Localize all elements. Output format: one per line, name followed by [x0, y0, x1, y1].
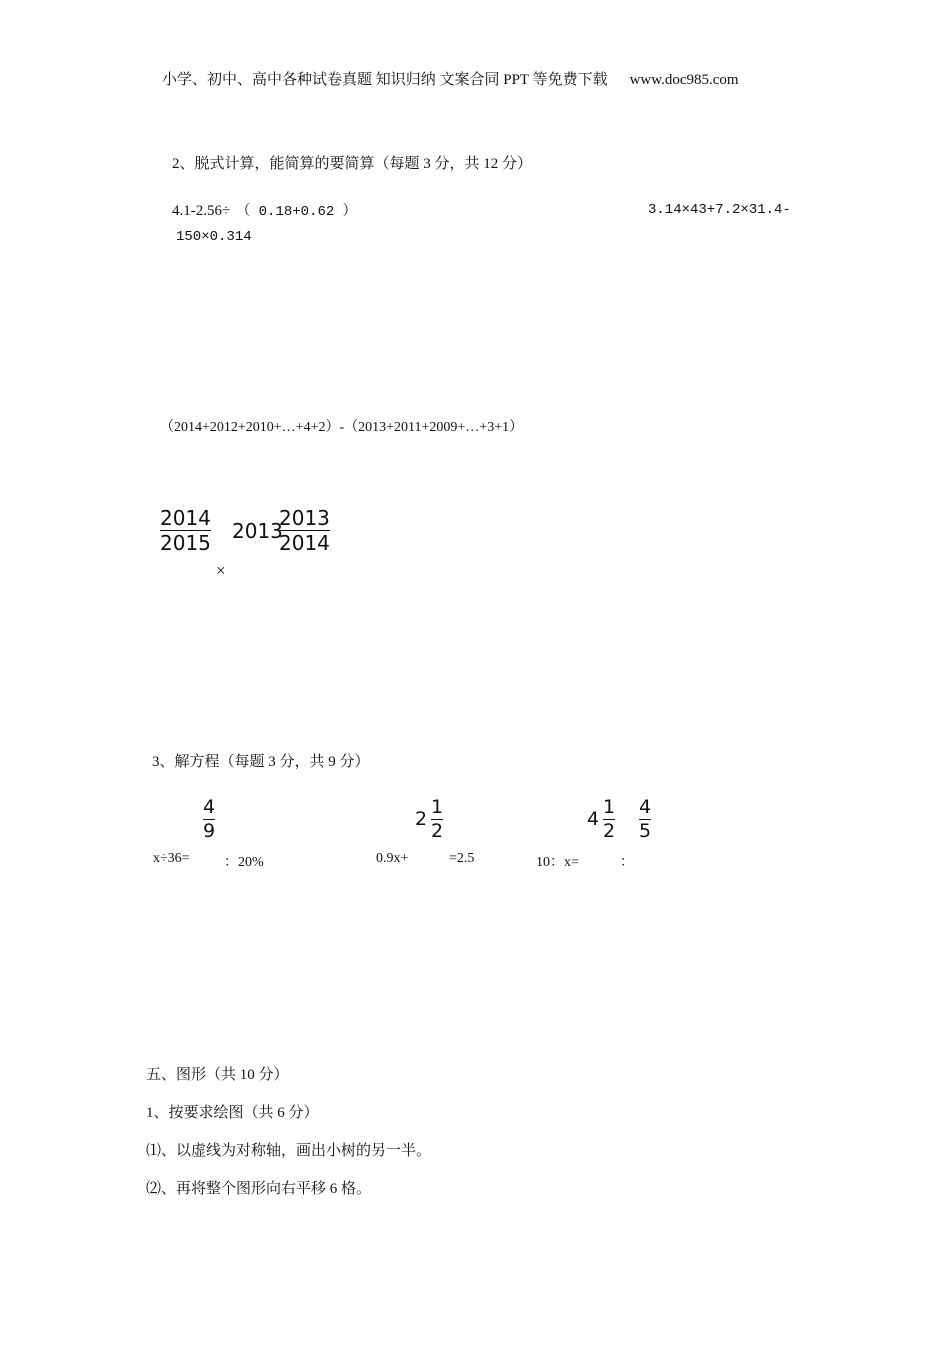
header-site: www.doc985.com [629, 72, 739, 88]
equation-2-whole: 2 [415, 808, 428, 830]
fraction-denominator: 2 [603, 820, 616, 842]
section-3-title: 3、解方程（每题 3 分，共 9 分） [152, 754, 370, 770]
expression-4-fraction-1 [160, 508, 211, 553]
fraction-numerator: 1 [603, 796, 616, 818]
equation-2-left: 0.9x+ [376, 851, 409, 866]
section-5-sub-2: ⑵、再将整个图形向右平移 6 格。 [146, 1181, 372, 1197]
fraction-numerator: 2013 [279, 506, 330, 530]
section-2-title: 2、脱式计算，能简算的要简算（每题 3 分，共 12 分） [172, 156, 533, 172]
expression-1 [172, 200, 357, 220]
page-header [162, 68, 739, 89]
fraction-denominator: 9 [203, 820, 216, 842]
equation-3-right: ： [620, 855, 634, 870]
equation-3-fraction-1 [603, 798, 615, 841]
equation-2-right: =2.5 [449, 851, 475, 866]
equation-1-left: x÷36= [153, 851, 190, 866]
fraction-denominator: 2 [431, 820, 444, 842]
section-5-title: 五、图形（共 10 分） [146, 1067, 289, 1083]
expression-3: （2014+2012+2010+…+4+2）-（2013+2011+2009+…+3+1） [160, 420, 524, 435]
equation-3-fraction-2 [639, 798, 651, 841]
fraction-denominator: 2014 [279, 531, 330, 555]
equation-2-fraction [431, 798, 443, 841]
equation-3-left: 10：x= [536, 855, 579, 870]
expression-2-line-2: 150×0.314 [176, 229, 252, 245]
expression-1-part-b: （ 0.18+0.62 ） [236, 204, 357, 220]
equation-3-whole: 4 [587, 808, 600, 830]
expression-1-part-a: 4.1-2.56÷ [172, 203, 231, 219]
fraction-denominator: 5 [639, 820, 652, 842]
section-5-sub-1: ⑴、以虚线为对称轴，画出小树的另一半。 [146, 1143, 432, 1159]
fraction-numerator: 4 [639, 796, 652, 818]
equation-1-right: ：20% [224, 855, 264, 870]
fraction-numerator: 1 [431, 796, 444, 818]
expression-4-whole: 2013 [232, 519, 283, 543]
fraction-denominator: 2015 [160, 531, 211, 555]
expression-4-fraction-2 [279, 508, 330, 553]
section-5-item-1: 1、按要求绘图（共 6 分） [146, 1105, 319, 1121]
equation-1-fraction [203, 798, 215, 841]
fraction-numerator: 4 [203, 796, 216, 818]
header-text: 小学、初中、高中各种试卷真题 知识归纳 文案合同 PPT 等免费下载 [162, 72, 608, 88]
expression-2-line-1: 3.14×43+7.2×31.4- [648, 202, 791, 218]
fraction-numerator: 2014 [160, 506, 211, 530]
expression-4-times: × [216, 561, 226, 580]
